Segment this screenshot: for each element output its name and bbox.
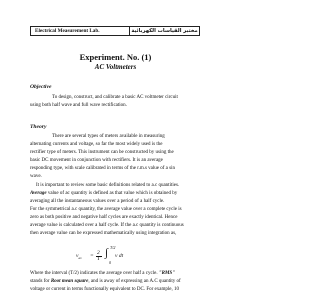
- theory-definitions-intro: It is important to review some basic definitions related to a.c quantities.: [36, 182, 180, 188]
- rms-line: voltage or current in terms functionally equivalent to DC. For example, 10: [30, 287, 179, 293]
- theory-line: For the symmetrical a.c quantity, the average value over a complete cycle is: [30, 206, 182, 212]
- formula-numerator: 2: [97, 250, 100, 256]
- integral-upper-limit: T/2: [110, 245, 116, 250]
- experiment-title: Experiment. No. (1): [79, 52, 152, 62]
- theory-line: then average value can be expressed mathematically using integration as,: [30, 231, 177, 237]
- formula-integrand: v dt: [115, 253, 124, 259]
- average-term: Average: [30, 190, 47, 196]
- lab-header: [30, 26, 200, 36]
- objective-heading: Objective: [30, 84, 52, 90]
- header-lab-name-arabic: مختبر القياسات الكهربائية: [131, 28, 198, 34]
- rms-expansion: Root mean square: [50, 279, 89, 285]
- formula-lhs: $v_{av}$: [76, 253, 82, 261]
- theory-heading: Theory: [30, 124, 47, 130]
- average-value-formula: [76, 245, 156, 267]
- average-definition-text: value of ac quantity is defined as that value which is obtained by: [46, 190, 178, 196]
- rms-paragraph: [30, 270, 201, 294]
- theory-line: wave.: [30, 174, 42, 180]
- rms-line: stands for Root mean square, and is away of expressing an A.C quantity of: [30, 279, 181, 285]
- theory-line: average value is calculated over a half cycle. If the a.c quantity is continuous: [30, 223, 184, 229]
- theory-line: responding type, with scale calibrated in terms of the r.m.s value of a sin: [30, 166, 175, 172]
- theory-line: zero as both positive and negative half cycles are exactly identical. Hence: [30, 214, 178, 220]
- theory-line: alternating currents and voltage, so far the most widely used is the: [30, 142, 163, 148]
- objective-line: To design, construct, and calibrate a basic AC voltmeter circuit: [52, 95, 178, 100]
- integral-sign: ∫: [105, 247, 109, 259]
- header-lab-name-english: Electrical Measurement Lab.: [31, 27, 130, 35]
- rms-term: "RMS": [158, 271, 175, 276]
- integral-lower-limit: 0: [109, 260, 111, 265]
- rms-line: Where the interval (T/2) indicates the average over half a cycle. "RMS": [30, 271, 175, 276]
- theory-line: There are several types of meters available in measuring: [52, 134, 165, 139]
- theory-line: averaging all the instantaneous values over a period of a half cycle.: [30, 198, 165, 204]
- theory-line: rectifier type of meters. This instrument can be constructed by using the: [30, 150, 174, 156]
- experiment-subtitle: AC Voltmeters: [94, 63, 137, 71]
- objective-paragraph: [30, 94, 201, 110]
- formula-denominator: T: [97, 256, 101, 262]
- formula-equals: =: [90, 253, 94, 259]
- theory-line: basic DC movement in conjunction with rectifiers. It is an average: [30, 158, 163, 164]
- objective-line: using both half wave and full wave rectification.: [30, 103, 127, 109]
- theory-paragraph: [30, 133, 201, 238]
- average-definition-line: [30, 190, 201, 198]
